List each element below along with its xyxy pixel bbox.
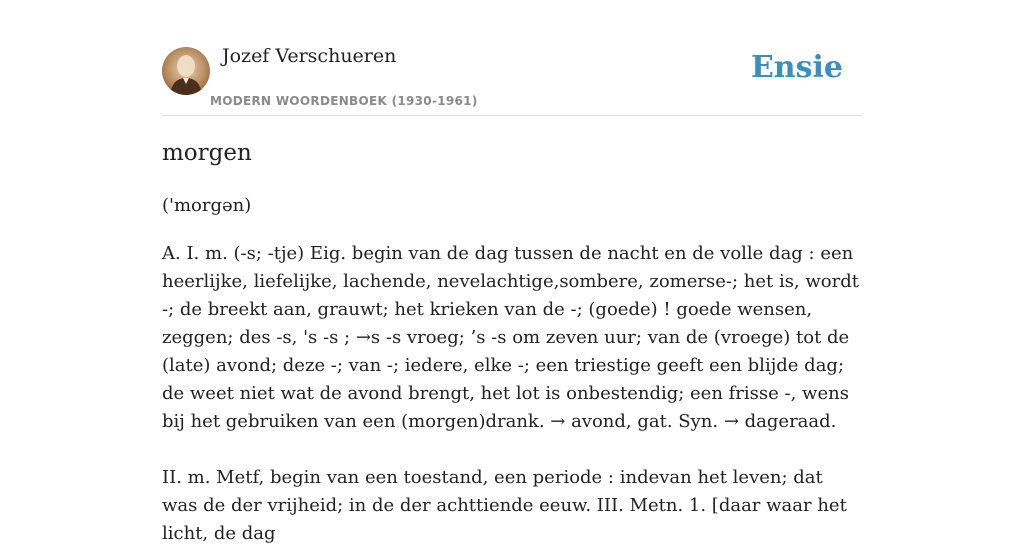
definition-text	[162, 240, 862, 548]
brand-logo[interactable]: Ensie	[750, 50, 843, 85]
author-avatar[interactable]	[162, 47, 210, 95]
headword: morgen	[162, 140, 252, 166]
definition-paragraph: II. m. Metf, begin van een toestand, een periode : indevan het leven; dat was de der vrijheid; in de der achttiende eeuw. III. Metn. 1. [daar waar het licht, de dag	[162, 467, 847, 544]
header	[162, 0, 862, 116]
definition-paragraph: A. I. m. (-s; -tje) Eig. begin van de dag tussen de nacht en de volle dag : een heerlijke, liefelijke, lachende, nevelachtige,sombere, zomerse-; het is, wordt -; de breekt aan, grauwt; het krieken van de -; (goede) ! goede wensen, zeggen; des -s, 's -s ; →s -s vroeg; ’s -s om zeven uur; van de (vroege) tot de (late) avond; deze -; van -; iedere, elke -; een triestige geeft een blijde dag; de weet niet wat de avond brengt, het lot is onbestendig; een frisse -, wens bij het gebruiken van een (morgen)drank. → avond, gat. Syn. → dageraad.	[162, 243, 859, 432]
source-label[interactable]: MODERN WOORDENBOEK (1930-1961)	[210, 94, 478, 108]
portrait-icon	[162, 47, 210, 95]
page	[162, 0, 862, 544]
pronunciation: ('morgən)	[162, 195, 252, 216]
author-name[interactable]: Jozef Verschueren	[222, 45, 397, 67]
